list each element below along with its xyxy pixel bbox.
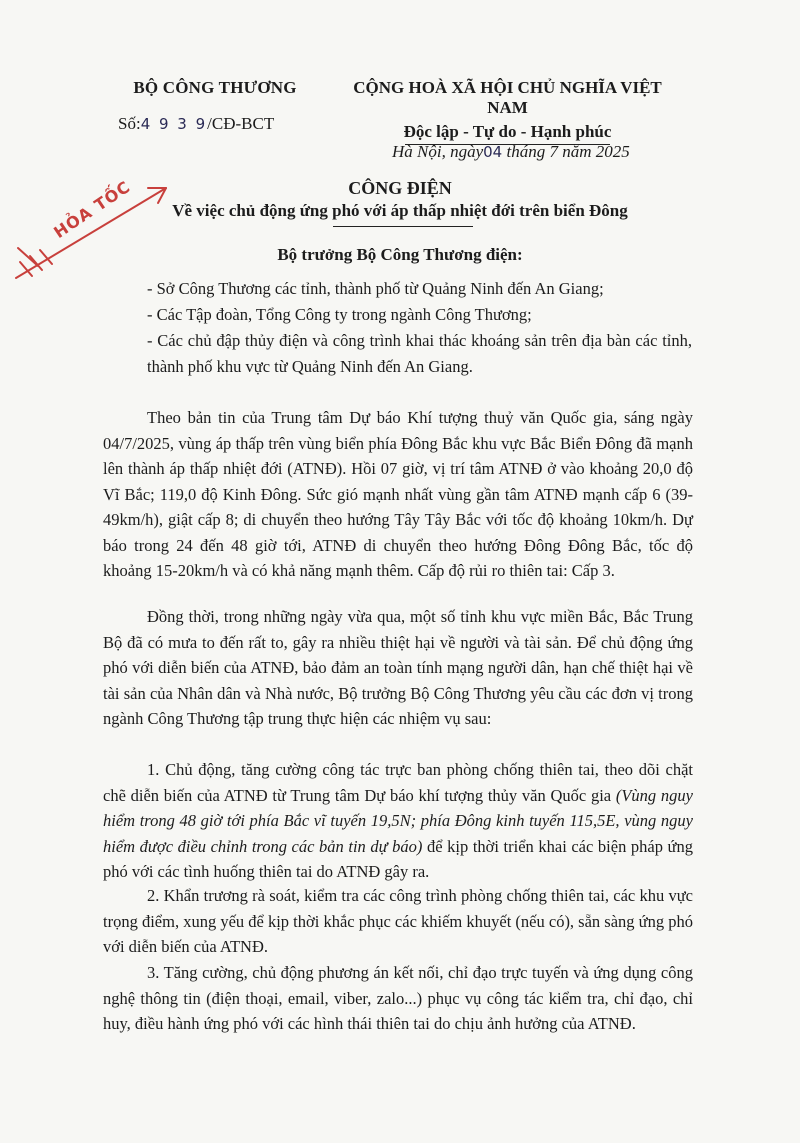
place-date bbox=[392, 142, 630, 162]
recipient-item: - Các Tập đoàn, Tổng Công ty trong ngành Công Thương; bbox=[147, 305, 532, 324]
addressee-line: Bộ trưởng Bộ Công Thương điện: bbox=[277, 245, 523, 264]
task-1-text-a: 1. Chủ động, tăng cường công tác trực ban phòng chống thiên tai, theo dõi chặt chẽ diễn biến của ATNĐ từ Trung tâm Dự báo khí tượng thủy văn Quốc gia bbox=[103, 760, 693, 805]
task-1-text-b: để kịp thời triển khai các biện pháp ứng phó với các tình huống thiên tai do ATNĐ gây ra. bbox=[103, 836, 693, 881]
national-header bbox=[335, 78, 680, 145]
doc-number-prefix: Số: bbox=[118, 114, 141, 133]
place-date-suffix: tháng 7 năm 2025 bbox=[506, 142, 630, 161]
document-title: CÔNG ĐIỆN bbox=[348, 178, 452, 198]
recipient-list bbox=[147, 276, 692, 380]
paragraph-text bbox=[103, 757, 693, 885]
national-motto: Độc lập - Tự do - Hạnh phúc bbox=[403, 122, 612, 141]
place-date-prefix: Hà Nội, ngày bbox=[392, 142, 484, 161]
task-1-italic-note: (Vùng nguy hiểm trong 48 giờ tới phía Bắc vĩ tuyến 19,5N; phía Đông kinh tuyến 115,5E, vùng nguy hiểm được điều chỉnh trong các bản tin dự báo) bbox=[103, 785, 693, 856]
recipient-item: - Sở Công Thương các tỉnh, thành phố từ Quảng Ninh đến An Giang; bbox=[147, 279, 604, 298]
paragraph-text: Theo bản tin của Trung tâm Dự báo Khí tượng thuỷ văn Quốc gia, sáng ngày 04/7/2025, vùng áp thấp trên vùng biển phía Đông Bắc khu vực Bắc Biển Đông đã mạnh lên thành áp thấp nhiệt đới (ATNĐ). Hồi 07 giờ, vị trí tâm ATNĐ ở vào khoảng 20,0 độ Vĩ Bắc; 119,0 độ Kinh Đông. Sức gió mạnh nhất vùng gần tâm ATNĐ mạnh cấp 6 (39- 49km/h), giật cấp 8; di chuyển theo hướng Tây Tây Bắc với tốc độ khoảng 10km/h. Dự báo trong 24 đến 48 giờ tới, ATNĐ di chuyển theo hướng Đông Đông Bắc, tốc độ khoảng 15-20km/h và có khả năng mạnh thêm. Cấp độ rủi ro thiên tai: Cấp 3. bbox=[103, 408, 693, 580]
subject-underline bbox=[333, 226, 473, 227]
recipient-item: - Các chủ đập thủy điện và công trình khai thác khoáng sản trên địa bàn các tỉnh, thành phố khu vực từ Quảng Ninh đến An Giang. bbox=[147, 331, 692, 376]
task-1 bbox=[103, 757, 693, 885]
paragraph-text: 3. Tăng cường, chủ động phương án kết nối, chỉ đạo trực tuyến và ứng dụng công nghệ thông tin (điện thoại, email, viber, zalo...) phục vụ công tác kiểm tra, chỉ đạo, chỉ huy, điều hành ứng phó với các hình thái thiên tai do chịu ảnh hưởng của ATNĐ. bbox=[103, 963, 693, 1033]
country-name: CỘNG HOÀ XÃ HỘI CHỦ NGHĨA VIỆT NAM bbox=[353, 78, 662, 117]
doc-number-suffix: /CĐ-BCT bbox=[207, 114, 275, 133]
paragraph-situation bbox=[103, 604, 693, 732]
paragraph-text: Đồng thời, trong những ngày vừa qua, một số tỉnh khu vực miền Bắc, Bắc Trung Bộ đã có mưa to đến rất to, gây ra nhiều thiệt hại về người và tài sản. Để chủ động ứng phó với diễn biến của ATNĐ, bảo đảm an toàn tính mạng người dân, hạn chế thiệt hại về tài sản của Nhân dân và Nhà nước, Bộ trưởng Bộ Công Thương yêu cầu các đơn vị trong ngành Công Thương tập trung thực hiện các nhiệm vụ sau: bbox=[103, 607, 693, 728]
paragraph-forecast bbox=[103, 405, 693, 584]
paragraph-text: 2. Khẩn trương rà soát, kiểm tra các công trình phòng chống thiên tai, các khu vực trọng điểm, xung yếu để kịp thời khắc phục các khiếm khuyết (nếu có), sẵn sàng ứng phó với diễn biến của ATNĐ. bbox=[103, 886, 693, 956]
date-day-handwritten: 04 bbox=[483, 143, 503, 161]
ministry-name: BỘ CÔNG THƯƠNG bbox=[133, 78, 297, 97]
document-subject: Về việc chủ động ứng phó với áp thấp nhiệt đới trên biển Đông bbox=[172, 201, 628, 220]
task-3 bbox=[103, 960, 693, 1037]
issuer-block bbox=[110, 78, 320, 134]
urgent-stamp-label: HỎA TỐC bbox=[50, 176, 134, 243]
document-number bbox=[110, 114, 320, 134]
doc-number-handwritten: 4 9 3 9 bbox=[140, 115, 208, 133]
task-2 bbox=[103, 883, 693, 960]
